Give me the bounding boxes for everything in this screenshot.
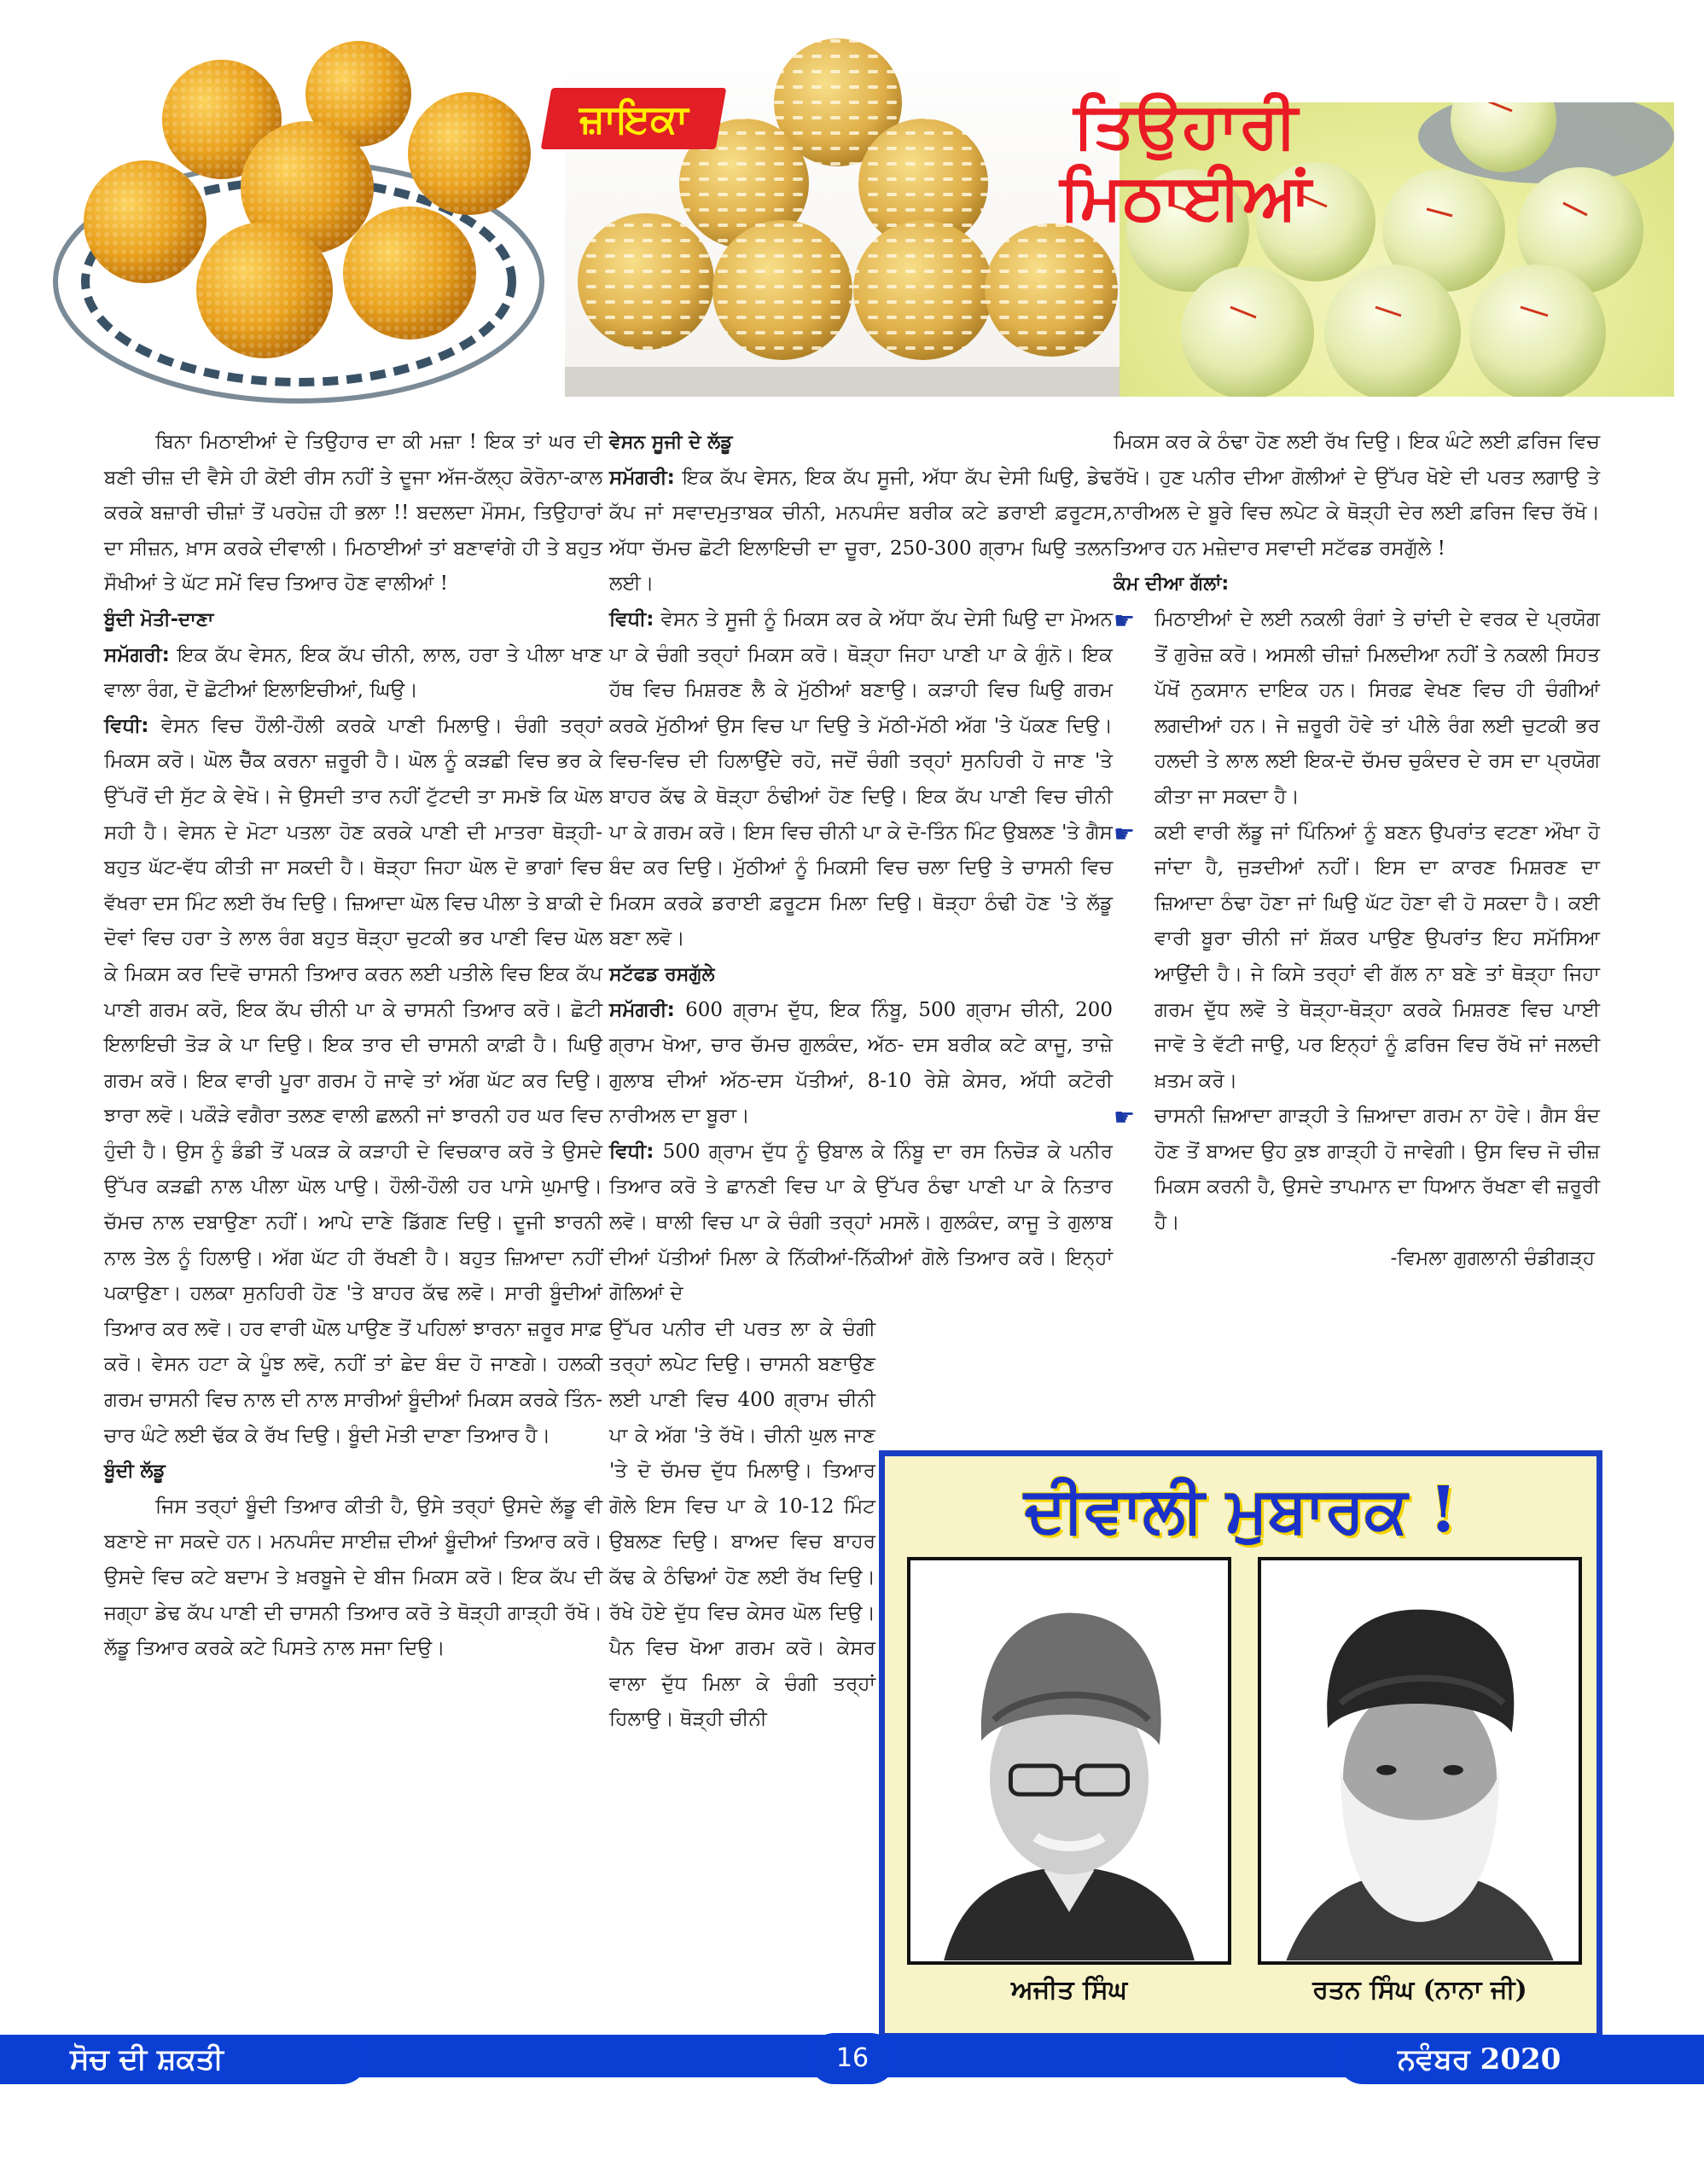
page-title <box>1011 90 1361 233</box>
author-signature: -ਵਿਮਲਾ ਗੁਗਲਾਨੀ ਚੰਡੀਗੜ੍ਹ <box>1390 1246 1595 1269</box>
rasgulle-method-label: ਵਿਧੀ: <box>609 1140 654 1163</box>
pointing-hand-icon: ☛ <box>1114 819 1136 848</box>
besan-ingredients-text: ਇਕ ਕੱਪ ਵੇਸਨ, ਇਕ ਕੱਪ ਸੂਜੀ, ਅੱਧਾ ਕੱਪ ਦੇਸੀ ਘਿਉ, ਡੇਢ ਕੱਪ ਜਾਂ ਸਵਾਦਮੁਤਾਬਕ ਚੀਨੀ, ਮਨਪਸੰਦ ਬਰੀਕ ਕਟੇ ਡਰਾਈ ਫ਼ਰੂਟਸ, ਅੱਧਾ ਚੱਮਚ ਛੋਟੀ ਇਲਾਇਚੀ ਦਾ ਚੂਰਾ, 250-300 ਗ੍ਰਾਮ ਘਿਉ ਤਲਨ ਲਈ। <box>609 466 1113 595</box>
rasgulle-method <box>609 1135 1113 1312</box>
tip-item <box>1114 816 1600 1100</box>
tip-text: ਚਾਸਨੀ ਜ਼ਿਆਦਾ ਗਾੜ੍ਹੀ ਤੇ ਜ਼ਿਆਦਾ ਗਰਮ ਨਾ ਹੋਵੇ। ਗੈਸ ਬੰਦ ਹੋਣ ਤੋਂ ਬਾਅਦ ਉਹ ਕੁਝ ਗਾੜ੍ਹੀ ਹੋ ਜਾਵੇਗੀ। ਉਸ ਵਿਚ ਜੋ ਚੀਜ਼ ਮਿਕਸ ਕਰਨੀ ਹੈ, ਉਸਦੇ ਤਾਪਮਾਨ ਦਾ ਧਿਆਨ ਰੱਖਣਾ ਵੀ ਜ਼ਰੂਰੀ ਹੈ। <box>1154 1105 1600 1234</box>
article-column-1 <box>104 425 602 1667</box>
tip-text: ਮਿਠਾਈਆਂ ਦੇ ਲਈ ਨਕਲੀ ਰੰਗਾਂ ਤੇ ਚਾਂਦੀ ਦੇ ਵਰਕ ਦੇ ਪ੍ਰਯੋਗ ਤੋਂ ਗੁਰੇਜ਼ ਕਰੋ। ਅਸਲੀ ਚੀਜ਼ਾਂ ਮਿਲਦੀਆ ਨਹੀਂ ਤੇ ਨਕਲੀ ਸਿਹਤ ਪੱਖੋਂ ਨੁਕਸਾਨ ਦਾਇਕ ਹਨ। ਸਿਰਫ਼ ਵੇਖਣ ਵਿਚ ਹੀ ਚੰਗੀਆਂ ਲਗਦੀਆਂ ਹਨ। ਜੇ ਜ਼ਰੂਰੀ ਹੋਵੇ ਤਾਂ ਪੀਲੇ ਰੰਗ ਲਈ ਚੁਟਕੀ ਭਰ ਹਲਦੀ ਤੇ ਲਾਲ ਲਈ ਇਕ-ਦੋ ਚੱਮਚ ਚੁਕੰਦਰ ਦੇ ਰਸ ਦਾ ਪ੍ਰਯੋਗ ਕੀਤਾ ਜਾ ਸਕਦਾ ਹੈ। <box>1154 607 1600 808</box>
besan-ingredients <box>609 461 1113 602</box>
boondi-heading: ਬੂੰਦੀ ਮੋਤੀ-ਦਾਣਾ <box>104 608 214 630</box>
rasgulle-ingredients <box>609 993 1113 1135</box>
tip-item <box>1114 602 1600 816</box>
besan-method-text: ਵੇਸਨ ਤੇ ਸੂਜੀ ਨੂੰ ਮਿਕਸ ਕਰ ਕੇ ਅੱਧਾ ਕੱਪ ਦੇਸੀ ਘਿਉ ਦਾ ਮੋਅਨ ਪਾ ਕੇ ਚੰਗੀ ਤਰ੍ਹਾਂ ਮਿਕਸ ਕਰੋ। ਥੋੜ੍ਹਾ ਜਿਹਾ ਪਾਣੀ ਪਾ ਕੇ ਗੁੰਨੋ। ਇਕ ਹੱਥ ਵਿਚ ਮਿਸ਼ਰਣ ਲੈ ਕੇ ਮੁੱਠੀਆਂ ਬਣਾਉ। ਕੜਾਹੀ ਵਿਚ ਘਿਉ ਗਰਮ ਕਰਕੇ ਮੁੱਠੀਆਂ ਉਸ ਵਿਚ ਪਾ ਦਿਉ ਤੇ ਮੱਠੀ-ਮੱਠੀ ਅੱਗ 'ਤੇ ਪੱਕਣ ਦਿਉ। ਵਿਚ-ਵਿਚ ਦੀ ਹਿਲਾਉਂਦੇ ਰਹੋ, ਜਦੋਂ ਚੰਗੀ ਤਰ੍ਹਾਂ ਸੁਨਹਿਰੀ ਹੋ ਜਾਣ 'ਤੇ ਬਾਹਰ ਕੱਢ ਕੇ ਥੋੜ੍ਹਾ ਠੰਢੀਆਂ ਹੋਣ ਦਿਉ। ਇਕ ਕੱਪ ਪਾਣੀ ਵਿਚ ਚੀਨੀ ਪਾ ਕੇ ਗਰਮ ਕਰੋ। ਇਸ ਵਿਚ ਚੀਨੀ ਪਾ ਕੇ ਦੋ-ਤਿੰਨ ਮਿੰਟ ਉਬਲਣ 'ਤੇ ਗੈਸ ਬੰਦ ਕਰ ਦਿਉ। ਮੁੱਠੀਆਂ ਨੂੰ ਮਿਕਸੀ ਵਿਚ ਚਲਾ ਦਿਉ ਤੇ ਚਾਸਨੀ ਵਿਚ ਮਿਕਸ ਕਰਕੇ ਡਰਾਈ ਫ਼ਰੂਟਸ ਮਿਲਾ ਦਿਉ। ਥੋੜ੍ਹਾ ਠੰਢੀ ਹੋਣ 'ਤੇ ਲੱਡੂ ਬਣਾ ਲਵੋ। <box>609 607 1113 950</box>
pointing-hand-icon: ☛ <box>1114 606 1136 635</box>
tip-text: ਕਈ ਵਾਰੀ ਲੱਡੂ ਜਾਂ ਪਿੰਨਿਆਂ ਨੂੰ ਬਣਨ ਉਪਰਾਂਤ ਵਟਣਾ ਔਖਾ ਹੋ ਜਾਂਦਾ ਹੈ, ਜੁੜਦੀਆਂ ਨਹੀਂ। ਇਸ ਦਾ ਕਾਰਣ ਮਿਸ਼ਰਣ ਦਾ ਜ਼ਿਆਦਾ ਠੰਢਾ ਹੋਣਾ ਜਾਂ ਘਿਉ ਘੱਟ ਹੋਣਾ ਵੀ ਹੋ ਸਕਦਾ ਹੈ। ਕਈ ਵਾਰੀ ਬੂਰਾ ਚੀਨੀ ਜਾਂ ਸ਼ੱਕਰ ਪਾਉਣ ਉਪਰਾਂਤ ਇਹ ਸਮੱਸਿਆ ਆਉਂਦੀ ਹੈ। ਜੇ ਕਿਸੇ ਤਰ੍ਹਾਂ ਵੀ ਗੱਲ ਨਾ ਬਣੇ ਤਾਂ ਥੋੜ੍ਹਾ ਜਿਹਾ ਗਰਮ ਦੁੱਧ ਲਵੋ ਤੇ ਥੋੜ੍ਹਾ-ਥੋੜ੍ਹਾ ਕਰਕੇ ਮਿਸ਼ਰਣ ਵਿਚ ਪਾਈ ਜਾਵੋ ਤੇ ਵੱਟੀ ਜਾਉ, ਪਰ ਇਨ੍ਹਾਂ ਨੂੰ ਫ਼ਰਿਜ ਵਿਚ ਰੱਖੋ ਜਾਂ ਜਲਦੀ ਖ਼ਤਮ ਕਰੋ। <box>1154 821 1600 1092</box>
page-number: 16 <box>809 2033 896 2084</box>
person-name-2: ਰਤਨ ਸਿੰਘ (ਨਾਨਾ ਜੀ) <box>1312 1975 1527 2005</box>
besan-laddu-heading: ਵੇਸਨ ਸੂਜੀ ਦੇ ਲੱਡੂ <box>609 432 733 453</box>
rasgulle-method-text: 500 ਗ੍ਰਾਮ ਦੁੱਧ ਨੂੰ ਉਬਾਲ ਕੇ ਨਿੰਬੂ ਦਾ ਰਸ ਨਿਚੋੜ ਕੇ ਪਨੀਰ ਤਿਆਰ ਕਰੋ ਤੇ ਛਾਨਣੀ ਵਿਚ ਪਾ ਕੇ ਉੱਪਰ ਠੰਢਾ ਪਾਣੀ ਪਾ ਕੇ ਨਿਤਾਰ ਲਵੋ। ਥਾਲੀ ਵਿਚ ਪਾ ਕੇ ਚੰਗੀ ਤਰ੍ਹਾਂ ਮਸਲੋ। ਗੁਲਕੰਦ, ਕਾਜੂ ਤੇ ਗੁਲਾਬ ਦੀਆਂ ਪੱਤੀਆਂ ਮਿਲਾ ਕੇ ਨਿੱਕੀਆਂ-ਨਿੱਕੀਆਂ ਗੋਲੇ ਤਿਆਰ ਕਰੋ। ਇਨ੍ਹਾਂ ਗੋਲਿਆਂ ਦੇ <box>609 1140 1113 1305</box>
boondi-ingredients <box>104 638 602 709</box>
rasgulle-heading: ਸਟੱਫਡ ਰਸਗੁੱਲੇ <box>609 963 715 985</box>
boondi-method <box>104 709 602 1454</box>
publication-name: ਸੋਚ ਦੀ ਸ਼ਕਤੀ <box>0 2035 367 2084</box>
portrait-ratan-singh <box>1258 1557 1582 1965</box>
rasgulle-ingredients-text: 600 ਗ੍ਰਾਮ ਦੁੱਧ, ਇਕ ਨਿੰਬੂ, 500 ਗ੍ਰਾਮ ਚੀਨੀ, 200 ਗ੍ਰਾਮ ਖੋਆ, ਚਾਰ ਚੱਮਚ ਗੁਲਕੰਦ, ਅੱਠ- ਦਸ ਬਰੀਕ ਕਟੇ ਕਾਜੂ, ਤਾਜ਼ੇ ਗੁਲਾਬ ਦੀਆਂ ਅੱਠ-ਦਸ ਪੱਤੀਆਂ, 8-10 ਰੇਸ਼ੇ ਕੇਸਰ, ਅੱਧੀ ਕਟੋਰੀ ਨਾਰੀਅਲ ਦਾ ਬੂਰਾ। <box>609 998 1114 1128</box>
rasgulle-method-continued: ਉੱਪਰ ਪਨੀਰ ਦੀ ਪਰਤ ਲਾ ਕੇ ਚੰਗੀ ਤਰ੍ਹਾਂ ਲਪੇਟ ਦਿਉ। ਚਾਸਨੀ ਬਣਾਉਣ ਲਈ ਪਾਣੀ ਵਿਚ 400 ਗ੍ਰਾਮ ਚੀਨੀ ਪਾ ਕੇ ਅੱਗ 'ਤੇ ਰੱਖੋ। ਚੀਨੀ ਘੁਲ ਜਾਣ 'ਤੇ ਦੋ ਚੱਮਚ ਦੁੱਧ ਮਿਲਾਉ। ਤਿਆਰ ਗੋਲੇ ਇਸ ਵਿਚ ਪਾ ਕੇ 10-12 ਮਿੰਟ ਉਬਲਣ ਦਿਉ। ਬਾਅਦ ਵਿਚ ਬਾਹਰ ਕੱਢ ਕੇ ਠੰਢਿਆਂ ਹੋਣ ਲਈ ਰੱਖ ਦਿਉ। ਰੱਖੇ ਹੋਏ ਦੁੱਧ ਵਿਚ ਕੇਸਰ ਘੋਲ ਦਿਉ। ਪੈਨ ਵਿਚ ਖੋਆ ਗਰਮ ਕਰੋ। ਕੇਸਰ ਵਾਲਾ ਦੁੱਧ ਮਿਲਾ ਕੇ ਚੰਗੀ ਤਰ੍ਹਾਂ ਹਿਲਾਉ। ਥੋੜ੍ਹੀ ਚੀਨੀ <box>609 1317 875 1731</box>
pointing-hand-icon: ☛ <box>1114 1103 1136 1132</box>
issue-date: ਨਵੰਬਰ 2020 <box>1338 2035 1704 2084</box>
person-name-1: ਅਜੀਤ ਸਿੰਘ <box>1010 1975 1128 2005</box>
section-tag: ਜ਼ਾਇਕਾ <box>541 88 727 149</box>
tips-list <box>1114 602 1600 1241</box>
boondi-ladoo-photo <box>51 26 563 410</box>
rasgulle-method-final: ਮਿਕਸ ਕਰ ਕੇ ਠੰਢਾ ਹੋਣ ਲਈ ਰੱਖ ਦਿਉ। ਇਕ ਘੰਟੇ ਲਈ ਫ਼ਰਿਜ ਵਿਚ ਰੱਖੋ। ਹੁਣ ਪਨੀਰ ਦੀਆ ਗੋਲੀਆਂ ਦੇ ਉੱਪਰ ਖੋਏ ਦੀ ਪਰਤ ਲਗਾਉ ਤੇ ਨਾਰੀਅਲ ਦੇ ਬੂਰੇ ਵਿਚ ਲਪੇਟ ਕੇ ਥੋੜ੍ਹੀ ਦੇਰ ਲਈ ਫ਼ਰਿਜ ਵਿਚ ਰੱਖੋ। ਤਿਆਰ ਹਨ ਮਜ਼ੇਦਾਰ ਸਵਾਦੀ ਸਟੱਫਡ ਰਸਗੁੱਲੇ ! <box>1114 431 1600 560</box>
portrait-ajit-singh <box>907 1557 1231 1965</box>
boondi-method-label: ਵਿਧੀ: <box>104 714 149 737</box>
greeting-title: ਦੀਵਾਲੀ ਮੁਬਾਰਕ ! <box>1024 1473 1457 1547</box>
tip-item <box>1114 1099 1600 1240</box>
boondi-method-text: ਵੇਸਨ ਵਿਚ ਹੌਲੀ-ਹੌਲੀ ਕਰਕੇ ਪਾਣੀ ਮਿਲਾਉ। ਚੰਗੀ ਤਰ੍ਹਾਂ ਮਿਕਸ ਕਰੋ। ਘੋਲ ਚੈੱਕ ਕਰਨਾ ਜ਼ਰੂਰੀ ਹੈ। ਘੋਲ ਨੂੰ ਕੜਛੀ ਵਿਚ ਭਰ ਕੇ ਉੱਪਰੋਂ ਦੀ ਸੁੱਟ ਕੇ ਵੇਖੋ। ਜੇ ਉਸਦੀ ਤਾਰ ਨਹੀਂ ਟੁੱਟਦੀ ਤਾ ਸਮਝੋ ਕਿ ਘੋਲ ਸਹੀ ਹੈ। ਵੇਸਨ ਦੇ ਮੋਟਾ ਪਤਲਾ ਹੋਣ ਕਰਕੇ ਪਾਣੀ ਦੀ ਮਾਤਰਾ ਥੋੜ੍ਹੀ-ਬਹੁਤ ਘੱਟ-ਵੱਧ ਕੀਤੀ ਜਾ ਸਕਦੀ ਹੈ। ਥੋੜ੍ਹਾ ਜਿਹਾ ਘੋਲ ਦੋ ਭਾਗਾਂ ਵਿਚ ਵੱਖਰਾ ਦਸ ਮਿੰਟ ਲਈ ਰੱਖ ਦਿਉ। ਜ਼ਿਆਦਾ ਘੋਲ ਵਿਚ ਪੀਲਾ ਤੇ ਬਾਕੀ ਦੇ ਦੋਵਾਂ ਵਿਚ ਹਰਾ ਤੇ ਲਾਲ ਰੰਗ ਬਹੁਤ ਥੋੜ੍ਹਾ ਚੁਟਕੀ ਭਰ ਪਾਣੀ ਵਿਚ ਘੋਲ ਕੇ ਮਿਕਸ ਕਰ ਦਿਵੋ ਚਾਸਨੀ ਤਿਆਰ ਕਰਨ ਲਈ ਪਤੀਲੇ ਵਿਚ ਇਕ ਕੱਪ ਪਾਣੀ ਗਰਮ ਕਰੋ, ਇਕ ਕੱਪ ਚੀਨੀ ਪਾ ਕੇ ਚਾਸਨੀ ਤਿਆਰ ਕਰੋ। ਛੋਟੀ ਇਲਾਇਚੀ ਤੋੜ ਕੇ ਪਾ ਦਿਉ। ਇਕ ਤਾਰ ਦੀ ਚਾਸਨੀ ਕਾਫ਼ੀ ਹੈ। ਘਿਉ ਗਰਮ ਕਰੋ। ਇਕ ਵਾਰੀ ਪੂਰਾ ਗਰਮ ਹੋ ਜਾਵੇ ਤਾਂ ਅੱਗ ਘੱਟ ਕਰ ਦਿਉ। ਝਾਰਾ ਲਵੋ। ਪਕੌੜੇ ਵਗੈਰਾ ਤਲਣ ਵਾਲੀ ਛਲਨੀ ਜਾਂ ਝਾਰਨੀ ਹਰ ਘਰ ਵਿਚ ਹੁੰਦੀ ਹੈ। ਉਸ ਨੂੰ ਡੰਡੀ ਤੋਂ ਪਕੜ ਕੇ ਕੜਾਹੀ ਦੇ ਵਿਚਕਾਰ ਕਰੋ ਤੇ ਉਸਦੇ ਉੱਪਰ ਕੜਛੀ ਨਾਲ ਪੀਲਾ ਘੋਲ ਪਾਉ। ਹੌਲੀ-ਹੌਲੀ ਹਰ ਪਾਸੇ ਘੁਮਾਉ। ਚੱਮਚ ਨਾਲ ਦਬਾਉਣਾ ਨਹੀਂ। ਆਪੇ ਦਾਣੇ ਡਿੱਗਣ ਦਿਉ। ਦੂਜੀ ਝਾਰਨੀ ਨਾਲ ਤੇਲ ਨੂੰ ਹਿਲਾਉ। ਅੱਗ ਘੱਟ ਹੀ ਰੱਖਣੀ ਹੈ। ਬਹੁਤ ਜ਼ਿਆਦਾ ਨਹੀਂ ਪਕਾਉਣਾ। ਹਲਕਾ ਸੁਨਹਿਰੀ ਹੋਣ 'ਤੇ ਬਾਹਰ ਕੱਢ ਲਵੋ। ਸਾਰੀ ਬੂੰਦੀਆਂ ਤਿਆਰ ਕਰ ਲਵੋ। ਹਰ ਵਾਰੀ ਘੋਲ ਪਾਉਣ ਤੋਂ ਪਹਿਲਾਂ ਝਾਰਨਾ ਜ਼ਰੂਰ ਸਾਫ਼ ਕਰੋ। ਵੇਸਨ ਹਟਾ ਕੇ ਪੂੰਝ ਲਵੋ, ਨਹੀਂ ਤਾਂ ਛੇਦ ਬੰਦ ਹੋ ਜਾਣਗੇ। ਹਲਕੀ ਗਰਮ ਚਾਸਨੀ ਵਿਚ ਨਾਲ ਦੀ ਨਾਲ ਸਾਰੀਆਂ ਬੂੰਦੀਆਂ ਮਿਕਸ ਕਰਕੇ ਤਿੰਨ-ਚਾਰ ਘੰਟੇ ਲਈ ਢੱਕ ਕੇ ਰੱਖ ਦਿਉ। ਬੂੰਦੀ ਮੋਤੀ ਦਾਣਾ ਤਿਆਰ ਹੈ। <box>104 714 602 1447</box>
rasgulle-ingredients-label: ਸਮੱਗਰੀ: <box>609 998 675 1021</box>
boondi-laddu-text: ਜਿਸ ਤਰ੍ਹਾਂ ਬੂੰਦੀ ਤਿਆਰ ਕੀਤੀ ਹੈ, ਉਸੇ ਤਰ੍ਹਾਂ ਉਸਦੇ ਲੱਡੂ ਵੀ ਬਣਾਏ ਜਾ ਸਕਦੇ ਹਨ। ਮਨਪਸੰਦ ਸਾਈਜ਼ ਦੀਆਂ ਬੂੰਦੀਆਂ ਤਿਆਰ ਕਰੋ। ਉਸਦੇ ਵਿਚ ਕਟੇ ਬਦਾਮ ਤੇ ਖ਼ਰਬੂਜੇ ਦੇ ਬੀਜ ਮਿਕਸ ਕਰੋ। ਇਕ ਕੱਪ ਦੀ ਜਗ੍ਹਾ ਡੇਢ ਕੱਪ ਪਾਣੀ ਦੀ ਚਾਸਨੀ ਤਿਆਰ ਕਰੋ ਤੇ ਥੋੜ੍ਹੀ ਗਾੜ੍ਹੀ ਰੱਖੋ। ਲੱਡੂ ਤਿਆਰ ਕਰਕੇ ਕਟੇ ਪਿਸਤੇ ਨਾਲ ਸਜਾ ਦਿਉ। <box>104 1495 602 1660</box>
besan-method <box>609 602 1113 957</box>
boondi-ladoo-illustration <box>51 26 563 410</box>
boondi-ingredients-label: ਸਮੱਗਰੀ: <box>104 643 170 666</box>
page-title-line-2: ਮਿਠਾਈਆਂ <box>1060 160 1312 234</box>
portrait-photo <box>910 1560 1228 1961</box>
besan-method-label: ਵਿਧੀ: <box>609 607 654 630</box>
boondi-ingredients-text: ਇਕ ਕੱਪ ਵੇਸਨ, ਇਕ ਕੱਪ ਚੀਨੀ, ਲਾਲ, ਹਰਾ ਤੇ ਪੀਲਾ ਖਾਣ ਵਾਲਾ ਰੰਗ, ਦੋ ਛੋਟੀਆਂ ਇਲਾਇਚੀਆਂ, ਘਿਉ। <box>104 643 603 702</box>
portrait-photo <box>1261 1560 1579 1961</box>
diwali-greeting-box <box>879 1450 1602 2039</box>
boondi-laddu-heading: ਬੂੰਦੀ ਲੱਡੂ <box>104 1461 166 1483</box>
article-column-3 <box>1114 425 1600 1276</box>
besan-ingredients-label: ਸਮੱਗਰੀ: <box>609 466 675 489</box>
page-title-line-1: ਤਿਉਹਾਰੀ <box>1073 89 1299 162</box>
tips-heading: ਕੰਮ ਦੀਆ ਗੱਲਾਂ: <box>1114 573 1230 595</box>
intro-paragraph: ਬਿਨਾ ਮਿਠਾਈਆਂ ਦੇ ਤਿਉਹਾਰ ਦਾ ਕੀ ਮਜ਼ਾ ! ਇਕ ਤਾਂ ਘਰ ਦੀ ਬਣੀ ਚੀਜ਼ ਦੀ ਵੈਸੇ ਹੀ ਕੋਈ ਰੀਸ ਨਹੀਂ ਤੇ ਦੂਜਾ ਅੱਜ-ਕੱਲ੍ਹ ਕੋਰੋਨਾ-ਕਾਲ ਕਰਕੇ ਬਜ਼ਾਰੀ ਚੀਜ਼ਾਂ ਤੋਂ ਪਰਹੇਜ਼ ਹੀ ਭਲਾ !! ਬਦਲਦਾ ਮੌਸਮ, ਤਿਉਹਾਰਾਂ ਦਾ ਸੀਜ਼ਨ, ਖ਼ਾਸ ਕਰਕੇ ਦੀਵਾਲੀ। ਮਿਠਾਈਆਂ ਤਾਂ ਬਣਾਵਾਂਗੇ ਹੀ ਤੇ ਬਹੁਤ ਸੌਖੀਆਂ ਤੇ ਘੱਟ ਸਮੇਂ ਵਿਚ ਤਿਆਰ ਹੋਣ ਵਾਲੀਆਂ ! <box>104 431 602 595</box>
